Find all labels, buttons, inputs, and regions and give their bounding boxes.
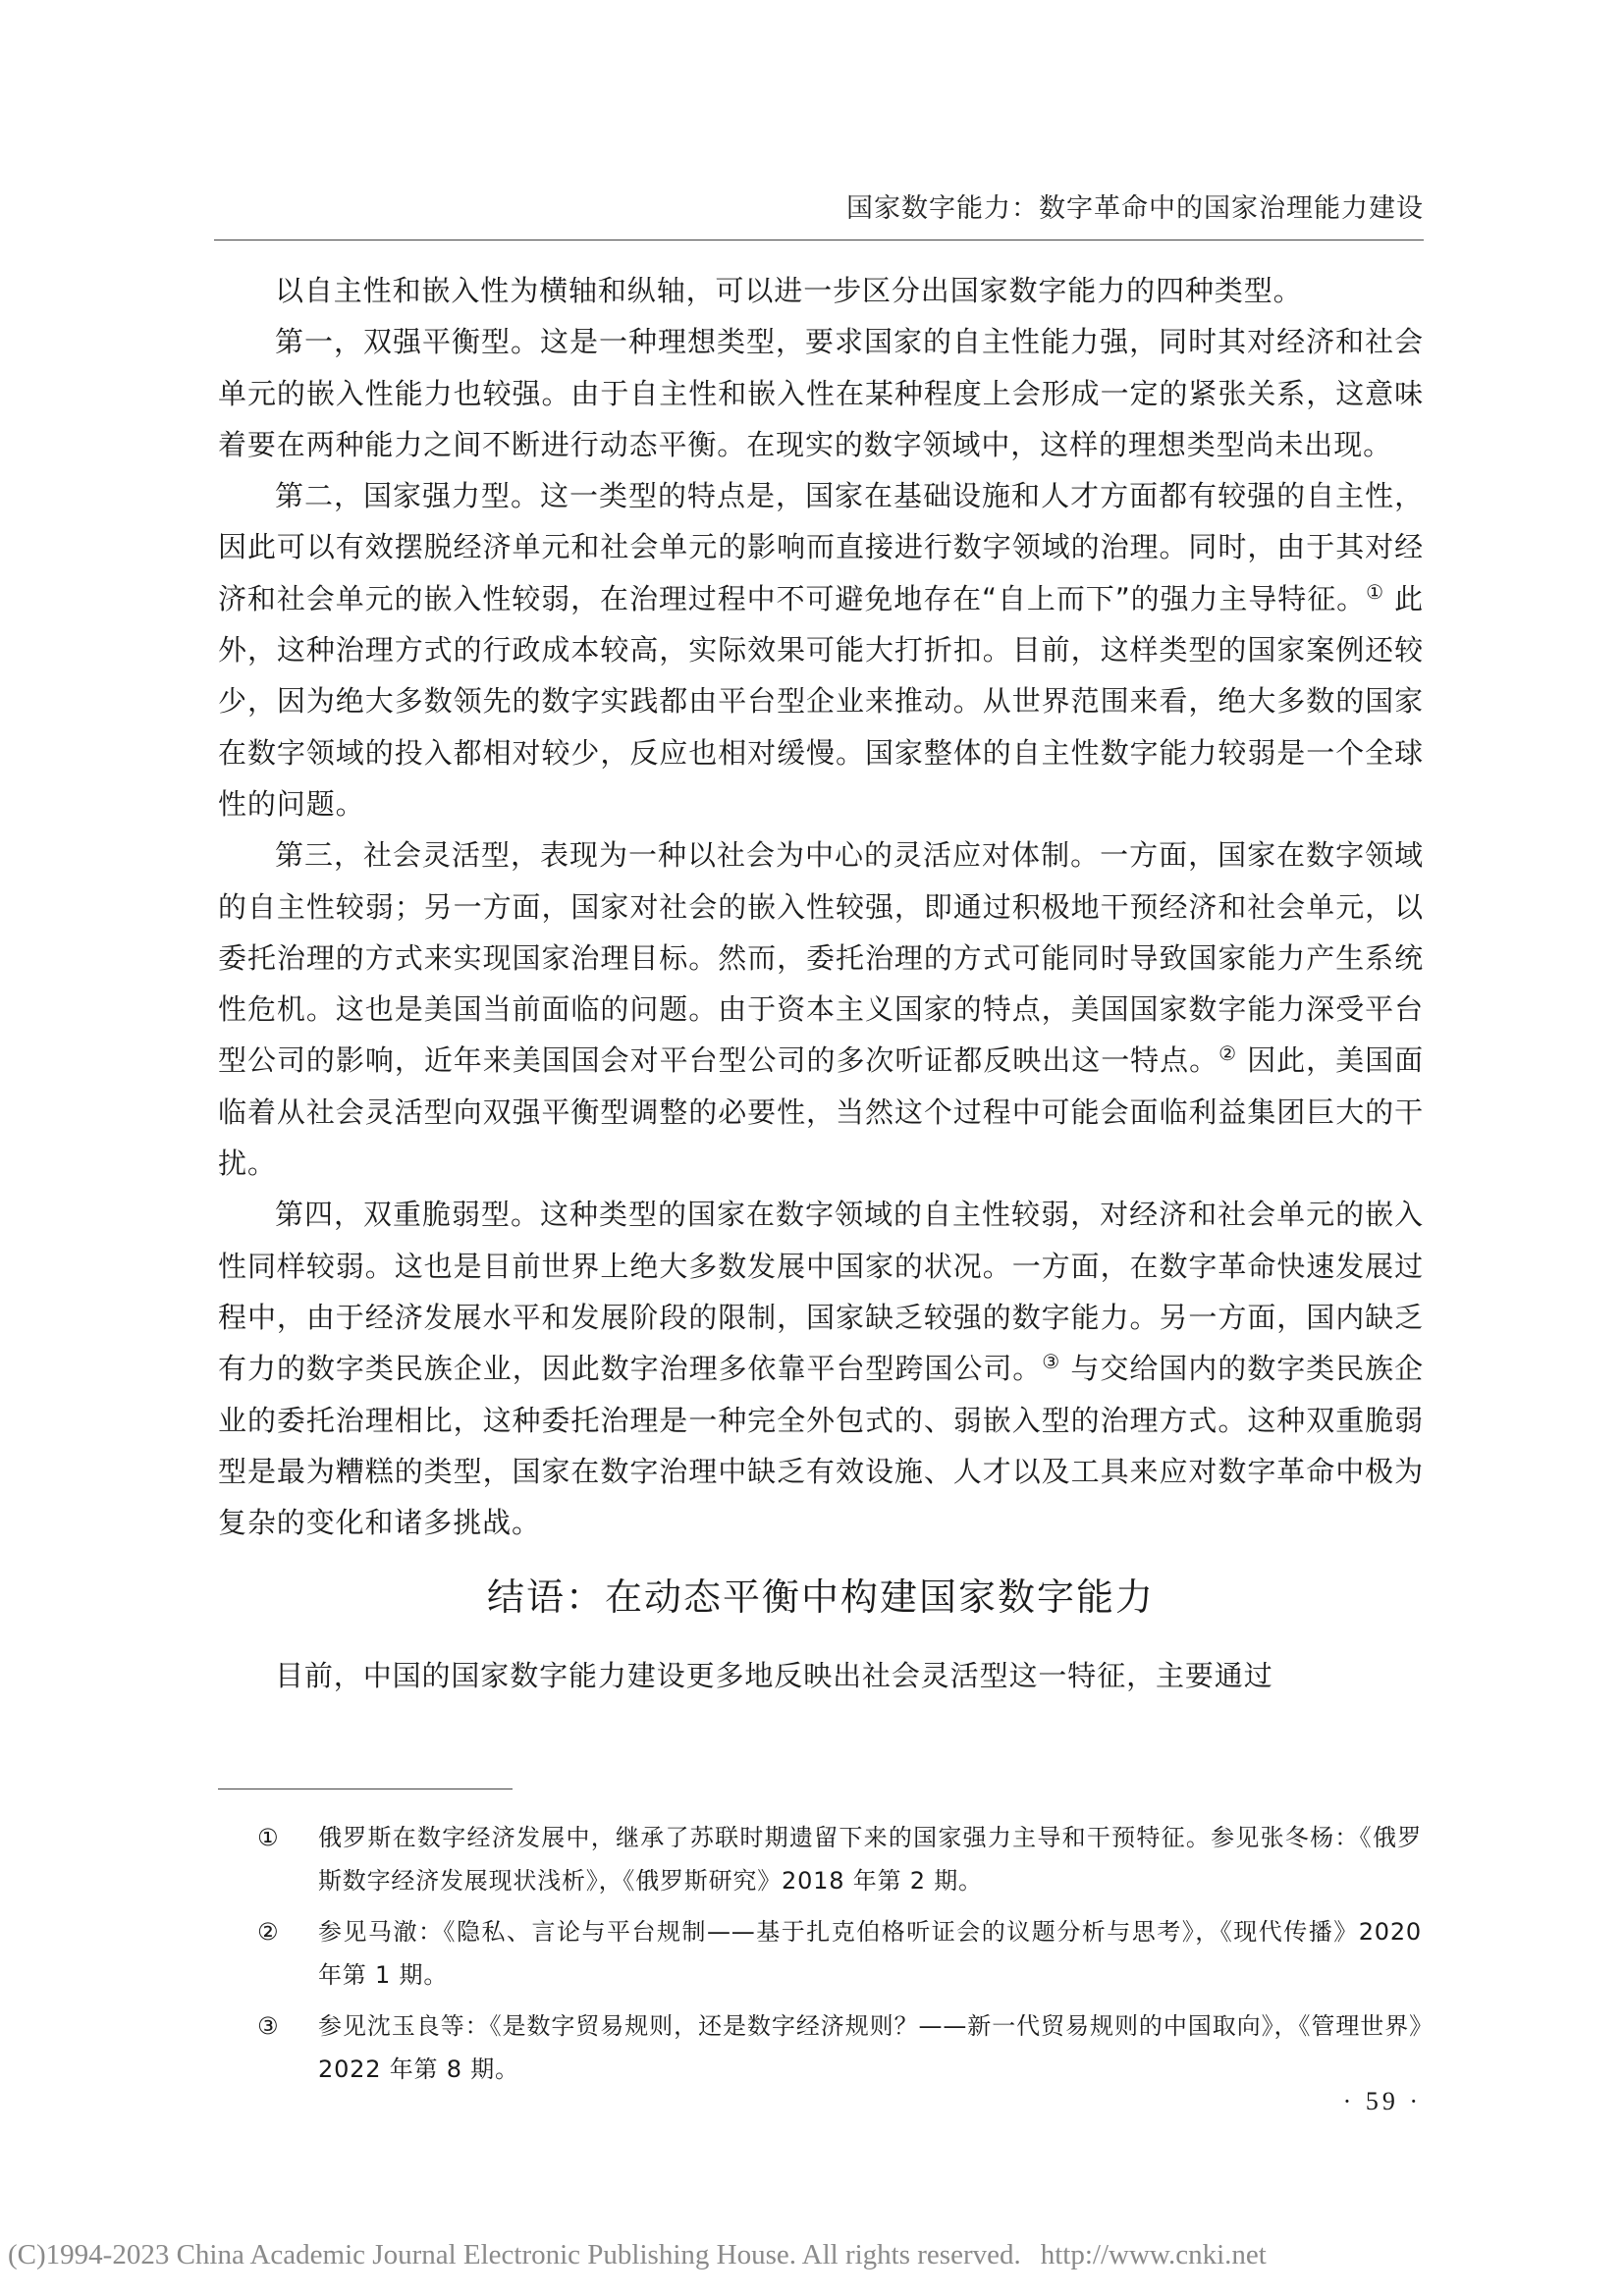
paragraph-type-four (218, 1189, 1424, 1548)
footnote-text: 参见马澈：《隐私、言论与平台规制——基于扎克伯格听证会的议题分析与思考》，《现代传播》2020 年第 1 期。 (318, 1918, 1422, 1989)
copyright-text: (C)1994-2023 China Academic Journal Electronic Publishing House. All rights reserved. (8, 2239, 1021, 2270)
paragraph-text: 因此，美国面临着从社会灵活型向双强平衡型调整的必要性，当然这个过程中可能会面临利益集团巨大的干扰。 (218, 1043, 1424, 1181)
paragraph-conclusion: 目前，中国的国家数字能力建设更多地反映出社会灵活型这一特征，主要通过 (275, 1659, 1273, 1693)
footnotes (257, 1816, 1422, 2099)
footnote-1 (257, 1816, 1422, 1902)
footnote-mark: ② (257, 1918, 279, 1946)
paragraph-type-three (218, 829, 1424, 1189)
footnote-ref-2[interactable]: ② (1218, 1041, 1238, 1066)
paragraph-text: 第二，国家强力型。这一类型的特点是，国家在基础设施和人才方面都有较强的自主性，因此可以有效摆脱经济单元和社会单元的影响而直接进行数字领域的治理。同时，由于其对经济和社会单元的嵌入性较弱，在治理过程中不可避免地存在“自上而下”的强力主导特征。 (218, 479, 1424, 615)
section-heading: 结语：在动态平衡中构建国家数字能力 (486, 1575, 1155, 1620)
paragraph-text: 此外，这种治理方式的行政成本较高，实际效果可能大打折扣。目前，这样类型的国家案例还较少，因为绝大多数领先的数字实践都由平台型企业来推动。从世界范围来看，绝大多数的国家在数字领域的投入都相对较少，反应也相对缓慢。国家整体的自主性数字能力较弱是一个全球性的问题。 (218, 581, 1424, 821)
paragraph-text: 与交给国内的数字类民族企业的委托治理相比，这种委托治理是一种完全外包式的、弱嵌入型的治理方式。这种双重脆弱型是最为糟糕的类型，国家在数字治理中缺乏有效设施、人才以及工具来应对数字革命中极为复杂的变化和诸多挑战。 (218, 1352, 1424, 1540)
footnote-ref-3[interactable]: ③ (1042, 1350, 1061, 1374)
copyright-url[interactable]: http://www.cnki.net (1040, 2239, 1267, 2270)
running-head: 国家数字能力：数字革命中的国家治理能力建设 (846, 193, 1424, 224)
footnote-mark: ① (257, 1824, 279, 1851)
footnote-3 (257, 2004, 1422, 2091)
paragraph-type-one: 第一，双强平衡型。这是一种理想类型，要求国家的自主性能力强，同时其对经济和社会单元的嵌入性能力也较强。由于自主性和嵌入性在某种程度上会形成一定的紧张关系，这意味着要在两种能力之间不断进行动态平衡。在现实的数字领域中，这样的理想类型尚未出现。 (218, 325, 1424, 461)
copyright-notice (8, 2239, 1267, 2271)
page-number: · 59 · (1342, 2087, 1422, 2115)
footnote-ref-1[interactable]: ① (1366, 579, 1384, 604)
footnote-2 (257, 1910, 1422, 1997)
footnote-text: 参见沈玉良等：《是数字贸易规则，还是数字经济规则？——新一代贸易规则的中国取向》，《管理世界》2022 年第 8 期。 (318, 2012, 1422, 2083)
footnote-text: 俄罗斯在数字经济发展中，继承了苏联时期遗留下来的国家强力主导和干预特征。参见张冬杨：《俄罗斯数字经济发展现状浅析》，《俄罗斯研究》2018 年第 2 期。 (318, 1824, 1422, 1895)
footnote-mark: ③ (257, 2012, 279, 2040)
paragraph-type-two (218, 470, 1424, 829)
paragraph-intro: 以自主性和嵌入性为横轴和纵轴，可以进一步区分出国家数字能力的四种类型。 (275, 274, 1303, 307)
paragraph-text: 第三，社会灵活型，表现为一种以社会为中心的灵活应对体制。一方面，国家在数字领域的自主性较弱；另一方面，国家对社会的嵌入性较强，即通过积极地干预经济和社会单元，以委托治理的方式来实现国家治理目标。然而，委托治理的方式可能同时导致国家能力产生系统性危机。这也是美国当前面临的问题。由于资本主义国家的特点，美国国家数字能力深受平台型公司的影响，近年来美国国会对平台型公司的多次听证都反映出这一特点。 (218, 838, 1424, 1078)
body-text (218, 265, 1424, 1702)
paragraph-text: 第四，双重脆弱型。这种类型的国家在数字领域的自主性较弱，对经济和社会单元的嵌入性同样较弱。这也是目前世界上绝大多数发展中国家的状况。一方面，在数字革命快速发展过程中，由于经济发展水平和发展阶段的限制，国家缺乏较强的数字能力。另一方面，国内缺乏有力的数字类民族企业，因此数字治理多依靠平台型跨国公司。 (218, 1198, 1424, 1386)
